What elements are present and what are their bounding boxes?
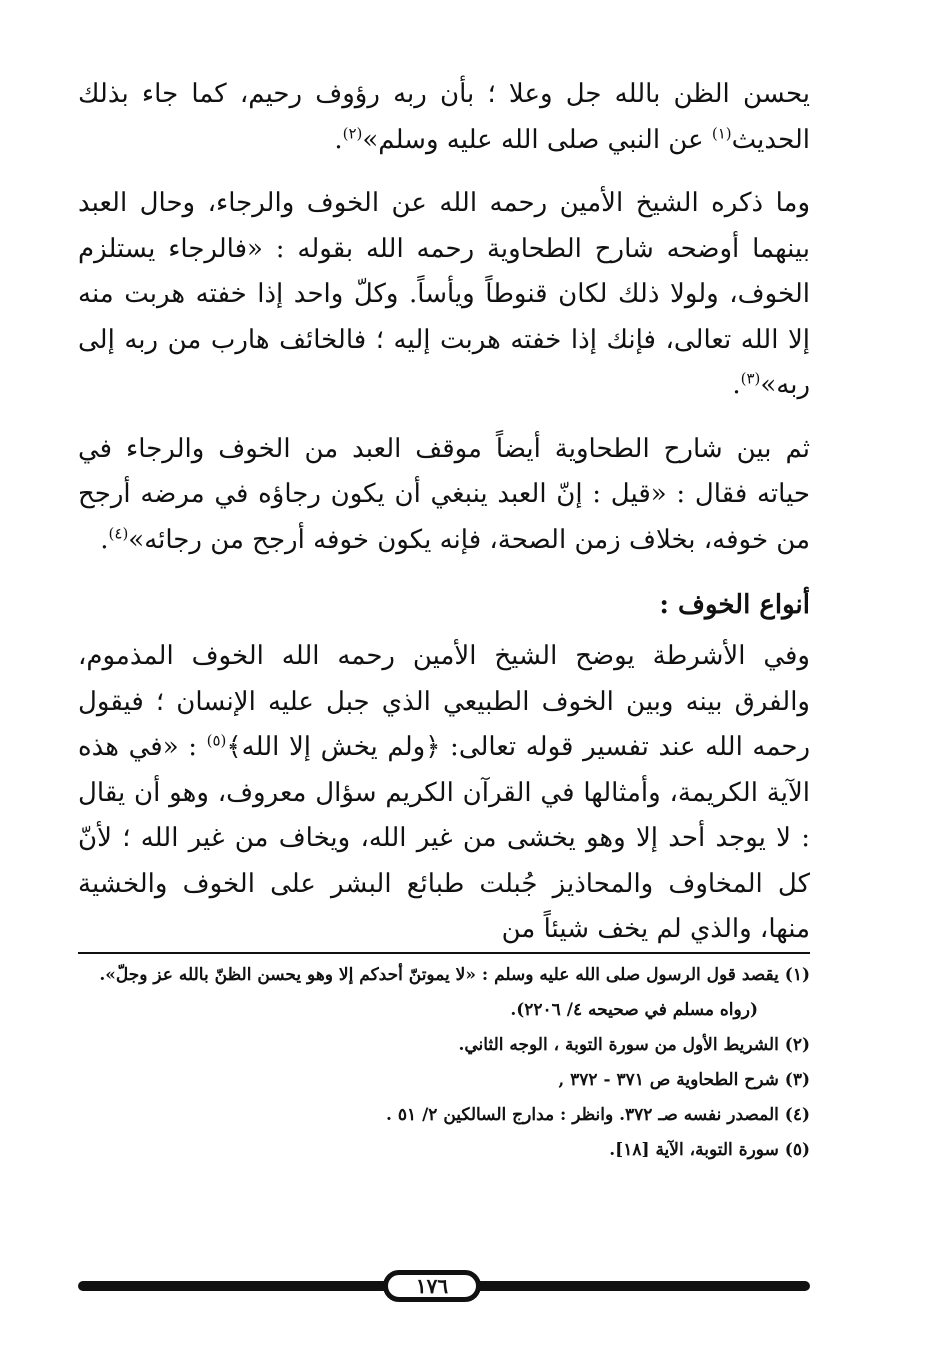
footnote-1-source: (رواه مسلم في صحيحه ٤/ ٢٢٠٦). [510, 1000, 758, 1020]
paragraph-3-end: . [100, 524, 109, 555]
paragraph-3 [78, 427, 810, 564]
paragraph-2-text: وما ذكره الشيخ الأمين رحمه الله عن الخوف والرجاء، وحال العبد بينهما أوضحه شارح الطحاوية رحمه الله بقوله : «فالرجاء يستلزم الخوف، ولولا ذلك لكان قنوطاً ويأساً. وكلّ واحد إذا خفته هربت منه إلا الله تعالى، فإنك إذا خفته هربت إليه ؛ فالخائف هارب من ربه إلى ربه» [78, 188, 810, 400]
footnote-4: (٤) المصدر نفسه صـ ٣٧٢. وانظر : مدارج السالكين ٢/ ٥١ . [386, 1105, 810, 1125]
footnote-3: (٣) شرح الطحاوية ص ٣٧١ - ٣٧٢ , [558, 1070, 810, 1090]
section-heading: أنواع الخوف : [659, 590, 810, 620]
paragraph-3-text: ثم بين شارح الطحاوية أيضاً موقف العبد من الخوف والرجاء في حياته فقال : «قيل : إنّ العبد ينبغي أن يكون رجاؤه في مرضه أرجح من خوفه، بخلاف زمن الصحة، فإنه يكون خوفه أرجح من رجائه» [78, 433, 810, 555]
page-number: ١٧٦ [383, 1270, 481, 1302]
footnote-2: (٢) الشريط الأول من سورة التوبة ، الوجه الثاني. [458, 1035, 810, 1055]
footnote-5: (٥) سورة التوبة، الآية [١٨]. [609, 1140, 810, 1160]
footnotes [78, 952, 810, 1165]
footnote-1: (١) يقصد قول الرسول صلى الله عليه وسلم : «لا يموتنّ أحدكم إلا وهو يحسن الظنّ بالله عز وجلّ». [99, 965, 810, 985]
paragraph-1 [78, 72, 810, 163]
footnote-ref-4[interactable]: (٤) [108, 523, 129, 542]
paragraph-1-text-2: عن النبي صلى الله عليه وسلم» [362, 124, 712, 155]
footnote-ref-5[interactable]: (٥) [206, 731, 227, 750]
footnote-ref-1[interactable]: (١) [711, 123, 732, 142]
paragraph-1-text: يحسن الظن بالله جل وعلا ؛ بأن ربه رؤوف رحيم، كما جاء بذلك الحديث [78, 79, 810, 155]
paragraph-2 [78, 181, 810, 409]
footnote-ref-2[interactable]: (٢) [342, 123, 363, 142]
paragraph-4 [78, 634, 810, 953]
paragraph-2-end: . [732, 370, 741, 400]
paragraph-4-text: وفي الأشرطة يوضح الشيخ الأمين رحمه الله الخوف المذموم، والفرق بينه وبين الخوف الطبيعي الذي جبل عليه الإنسان ؛ فيقول رحمه الله عند تفسير قوله تعالى: ﴿ولم يخش إلا الله﴾ [78, 641, 811, 762]
paragraph-4-text-2: : «في هذه الآية الكريمة، وأمثالها في القرآن الكريم سؤال معروف، وهو أن يقال : لا يوجد أحد إلا وهو يخشى من غير الله، ويخاف من غير الله ؛ لأنّ كل المخاوف والمحاذيز جُبلت طبائع البشر على الخوف والخشية منها، والذي لم يخف شيئاً من [78, 732, 810, 944]
footnote-ref-3[interactable]: (٣) [740, 369, 761, 388]
paragraph-1-end: . [334, 124, 343, 155]
main-text [78, 72, 810, 953]
